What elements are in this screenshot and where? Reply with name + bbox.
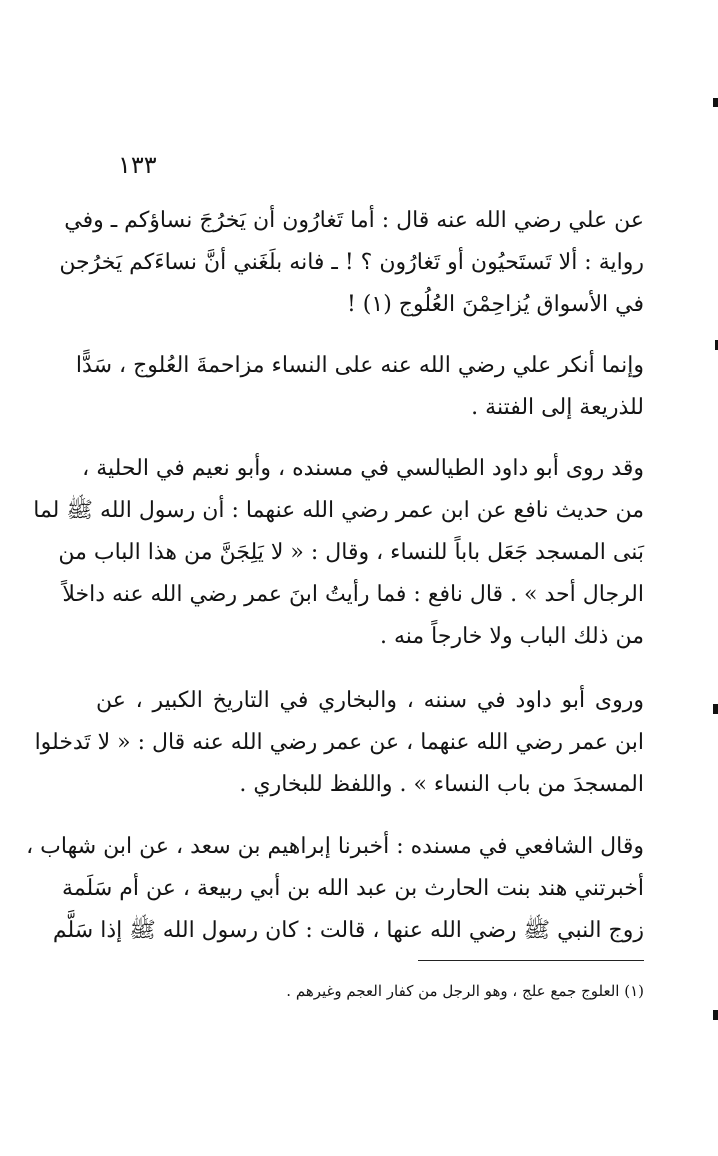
text-line: للذريعة إلى الفتنة . [471,395,644,420]
paragraph [59,200,644,326]
text-line: زوج النبي ﷺ رضي الله عنها ، قالت : كان رسول الله ﷺ إذا سَلَّم [52,918,644,943]
text-line: من ذلك الباب ولا خارجاً منه . [379,624,644,649]
text-line: المسجدَ من باب النساء » . واللفظ للبخاري . [239,772,644,797]
edge-mark [713,704,718,714]
text-line: وإنما أنكر علي رضي الله عنه على النساء مزاحمةَ العُلوج ، سَدًّا [75,353,644,378]
text-line: رواية : ألا تَستَحيُون أو تَغارُون ؟ ! ـ فانه بلَغَني أنَّ نساءَكم يَخرُجن [59,250,644,275]
paragraph [75,345,644,429]
footnote-divider [418,960,644,961]
page-number: ١٣٣ [118,151,157,179]
text-line: وقال الشافعي في مسنده : أخبرنا إبراهيم بن سعد ، عن ابن شهاب ، [26,834,644,859]
paragraph [26,826,644,952]
edge-mark [713,98,718,107]
paragraph [34,680,644,806]
text-line: عن علي رضي الله عنه قال : أما تَغارُون أن يَخرُجَ نساؤكم ـ وفي [64,208,644,233]
text-line: أخبرتني هند بنت الحارث بن عبد الله بن أبي ربيعة ، عن أم سَلَمة [62,876,644,901]
footnote: (١) العلوج جمع علج ، وهو الرجل من كفار العجم وغيرهم . [286,982,644,1000]
text-line: الرجال أحد » . قال نافع : فما رأيتُ ابنَ عمر رضي الله عنه داخلاً [62,582,644,607]
edge-mark [713,1010,718,1020]
text-line: بَنى المسجد جَعَل باباً للنساء ، وقال : « لا يَلِجَنَّ من هذا الباب من [58,540,644,565]
text-line: في الأسواق يُزاحِمْنَ العُلُوج (١) ! [346,292,644,317]
text-line: وقد روى أبو داود الطيالسي في مسنده ، وأبو نعيم في الحلية ، [82,456,644,481]
text-line: وروى أبو داود في سننه ، والبخاري في التاريخ الكبير ، عن [96,688,644,713]
paragraph [33,448,644,658]
text-line: ابن عمر رضي الله عنهما ، عن عمر رضي الله عنه قال : « لا تَدخلوا [34,730,644,755]
text-line: من حديث نافع عن ابن عمر رضي الله عنهما : أن رسول الله ﷺ لما [33,498,644,523]
